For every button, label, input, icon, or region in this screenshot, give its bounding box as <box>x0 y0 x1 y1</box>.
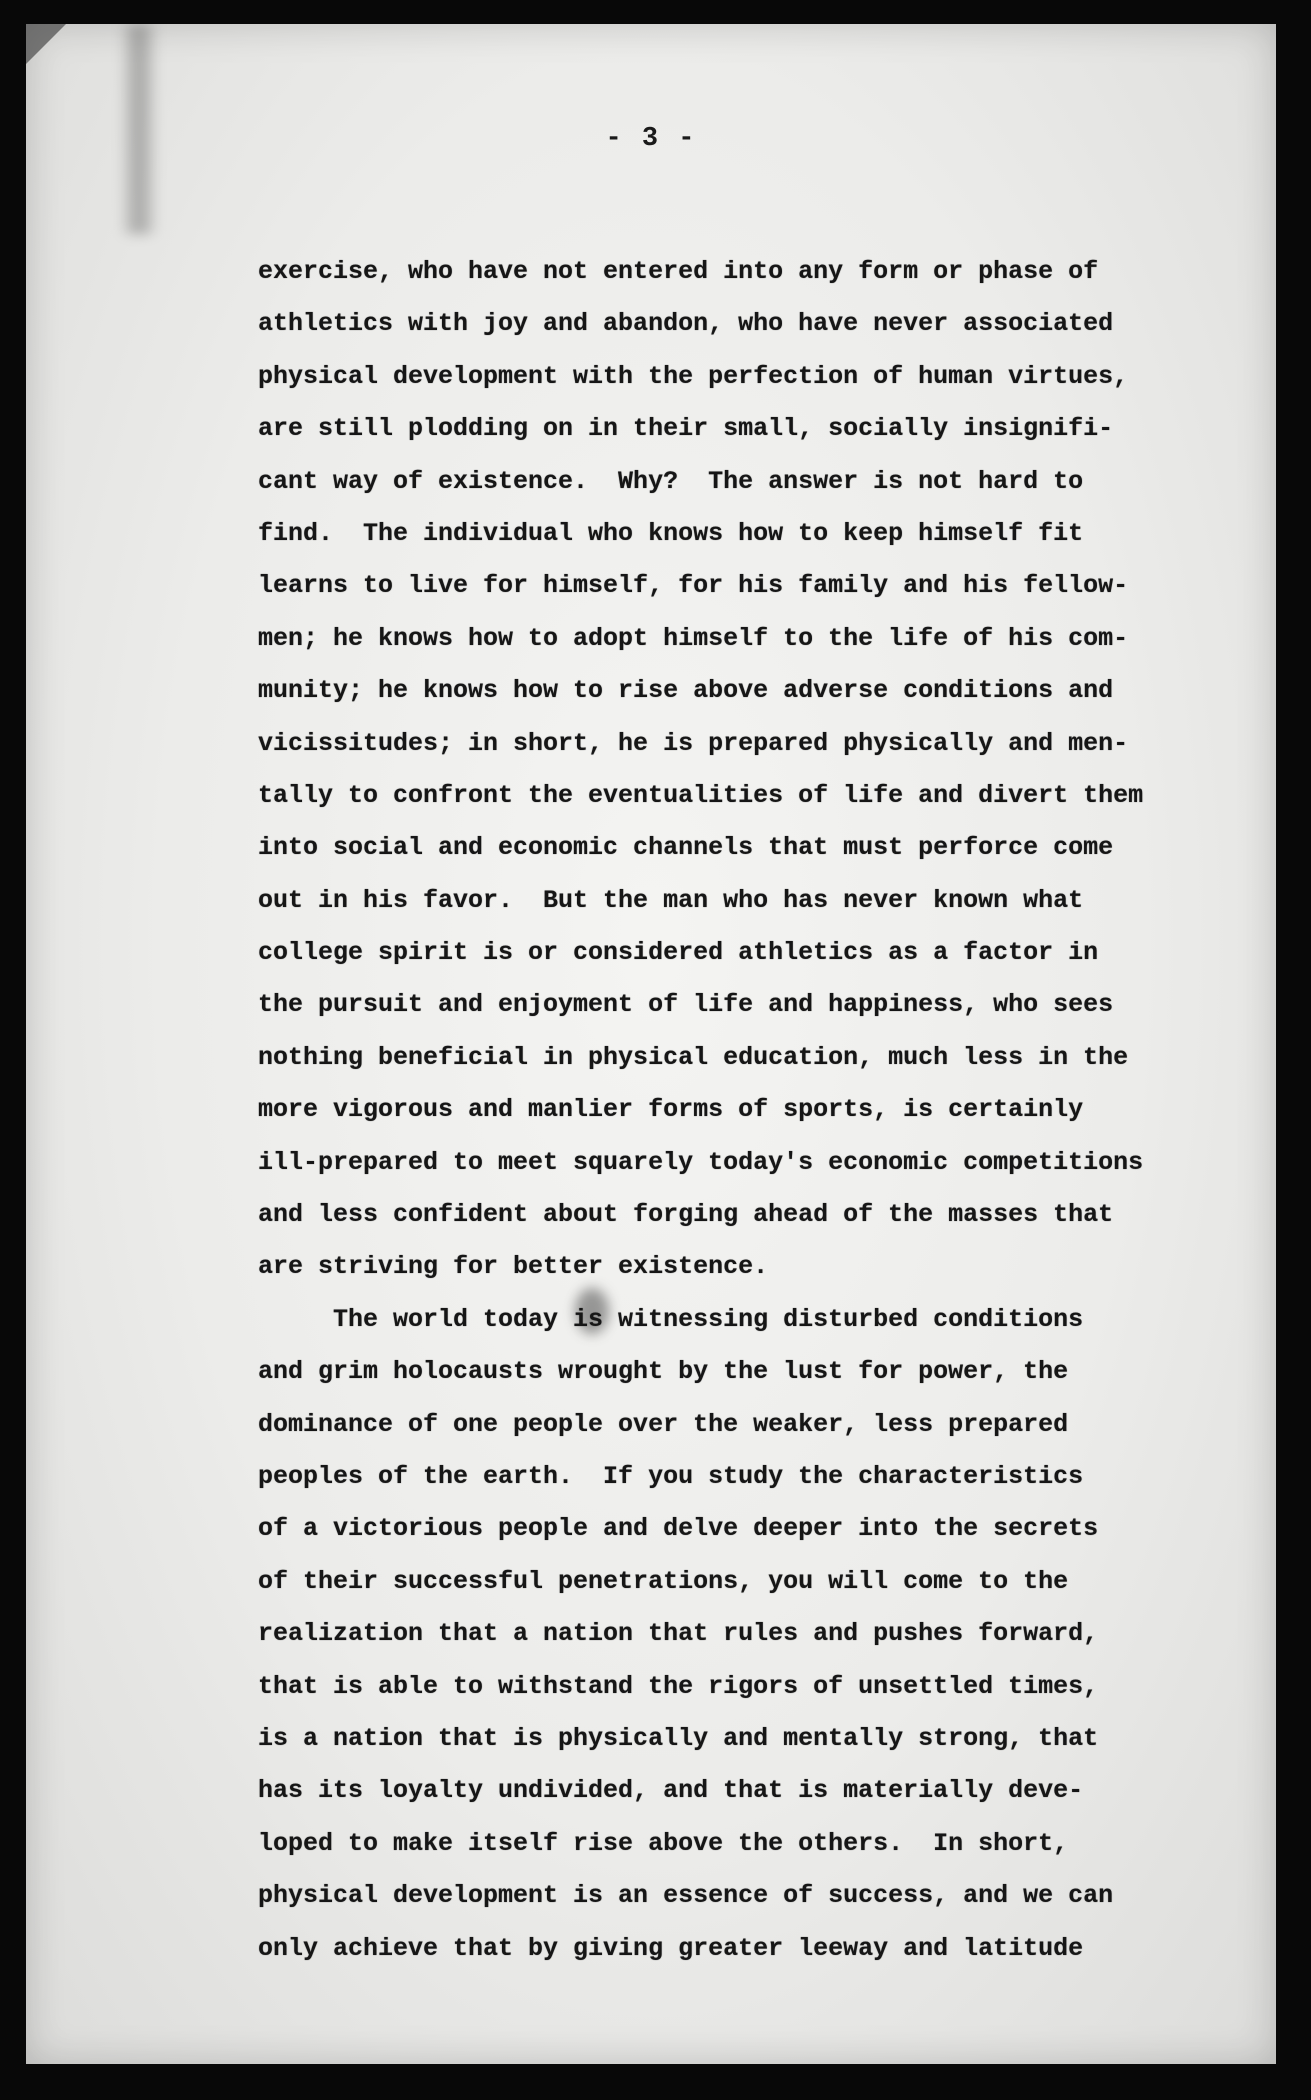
text-line: find. The individual who knows how to keep himself fit <box>258 518 1084 548</box>
text-line: of their successful penetrations, you will come to the <box>258 1566 1069 1596</box>
text-line: munity; he knows how to rise above adverse conditions and <box>258 676 1114 706</box>
text-line: learns to live for himself, for his family and his fellow- <box>258 571 1129 601</box>
text-line: are striving for better existence. <box>258 1252 769 1282</box>
typewritten-body <box>258 246 1218 1975</box>
text-line: has its loyalty undivided, and that is materially deve- <box>258 1776 1084 1806</box>
text-line: more vigorous and manlier forms of sports, is certainly <box>258 1095 1084 1125</box>
text-line: ill-prepared to meet squarely today's economic competitions <box>258 1147 1144 1177</box>
text-line: men; he knows how to adopt himself to the life of his com- <box>258 623 1129 653</box>
text-line: peoples of the earth. If you study the characteristics <box>258 1461 1084 1491</box>
text-line: tally to confront the eventualities of life and divert them <box>258 780 1144 810</box>
text-line: that is able to withstand the rigors of unsettled times, <box>258 1671 1099 1701</box>
text-line: is a nation that is physically and mentally strong, that <box>258 1723 1099 1753</box>
text-line: exercise, who have not entered into any form or phase of <box>258 257 1099 286</box>
text-line: realization that a nation that rules and pushes forward, <box>258 1619 1099 1649</box>
text-line: athletics with joy and abandon, who have never associated <box>258 309 1114 339</box>
text-line: physical development is an essence of success, and we can <box>258 1881 1114 1911</box>
text-line: The world today is witnessing disturbed conditions <box>258 1304 1084 1334</box>
text-line: dominance of one people over the weaker, less prepared <box>258 1409 1069 1439</box>
text-line: nothing beneficial in physical education, much less in the <box>258 1042 1129 1072</box>
document-page <box>26 24 1276 2064</box>
text-line: and grim holocausts wrought by the lust for power, the <box>258 1357 1069 1387</box>
text-line: cant way of existence. Why? The answer is not hard to <box>258 466 1084 496</box>
text-line: college spirit is or considered athletics as a factor in <box>258 938 1099 968</box>
text-line: are still plodding on in their small, socially insignifi- <box>258 414 1114 444</box>
text-line: the pursuit and enjoyment of life and happiness, who sees <box>258 990 1114 1020</box>
text-line: only achieve that by giving greater leeway and latitude <box>258 1933 1084 1963</box>
text-line: out in his favor. But the man who has never known what <box>258 885 1084 915</box>
page-number: - 3 - <box>605 124 697 154</box>
text-line: into social and economic channels that must perforce come <box>258 833 1114 863</box>
text-line: loped to make itself rise above the others. In short, <box>258 1828 1069 1858</box>
text-line: physical development with the perfection of human virtues, <box>258 361 1129 391</box>
page-corner-mark <box>26 24 66 64</box>
text-line: of a victorious people and delve deeper into the secrets <box>258 1514 1099 1544</box>
text-line: vicissitudes; in short, he is prepared physically and men- <box>258 728 1129 758</box>
text-line: and less confident about forging ahead of the masses that <box>258 1200 1114 1230</box>
